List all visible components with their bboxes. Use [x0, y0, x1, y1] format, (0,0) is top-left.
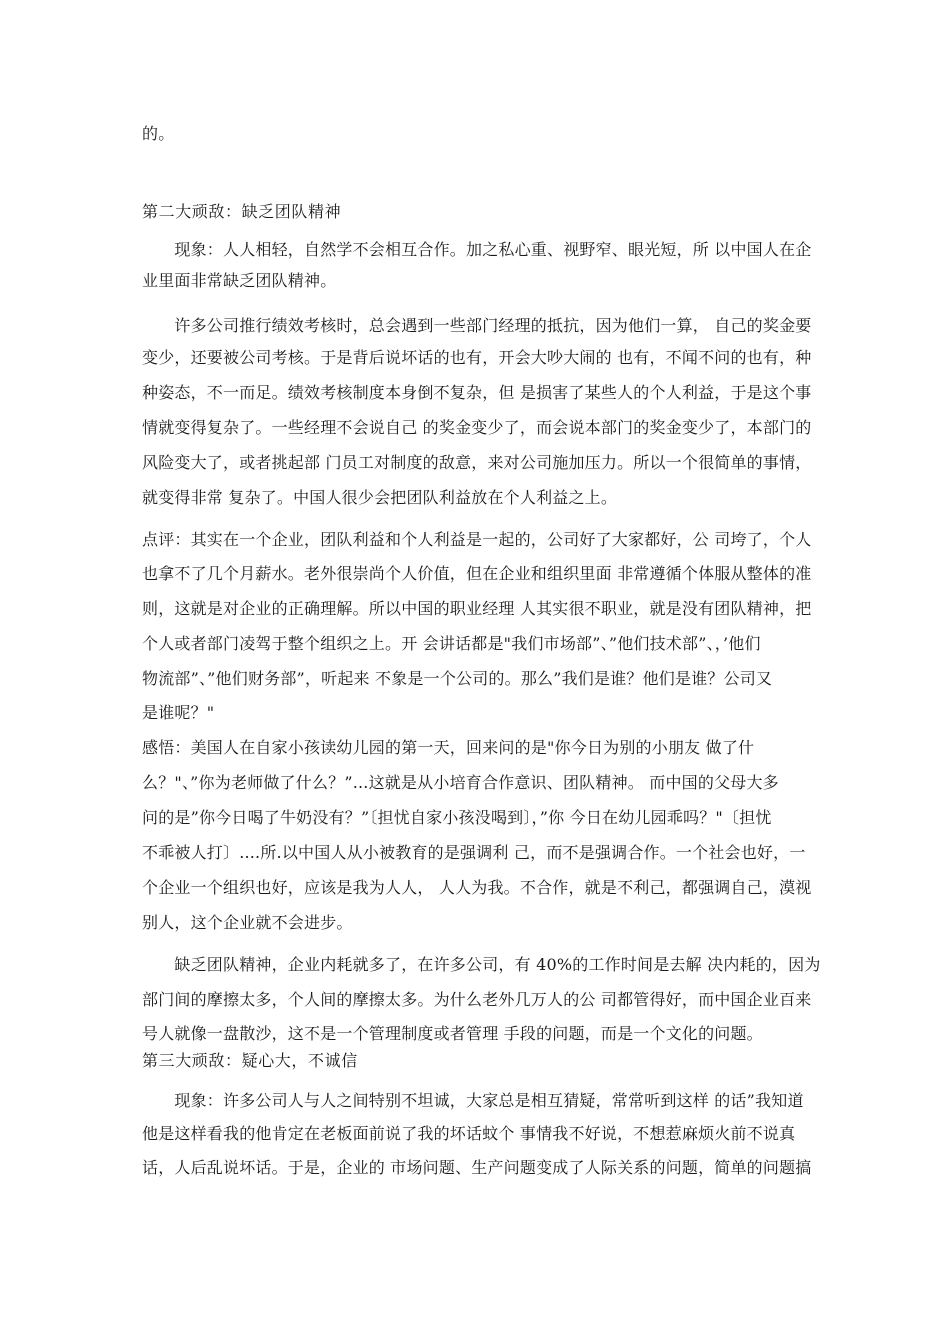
- text-line: 风险变大了，或者挑起部 门员工对制度的敌意，来对公司施加压力。所以一个很简单的事情，: [142, 453, 812, 472]
- text-line: 个企业一个组织也好，应该是我为人人， 人人为我。不合作，就是不利己，都强调自己，漠视: [142, 878, 812, 897]
- text-line: 点评：其实在一个企业，团队利益和个人利益是一起的，公司好了大家都好，公 司垮了，个人: [142, 530, 812, 549]
- text-line: 也拿不了几个月薪水。老外很崇尚个人价值，但在企业和组织里面 非常遵循个体服从整体的准: [142, 564, 812, 583]
- text-line: 他是这样看我的他肯定在老板面前说了我的坏话蚊个 事情我不好说，不想惹麻烦火前不说真: [142, 1124, 796, 1143]
- text-line: 变少，还要被公司考核。于是背后说坏话的也有，开会大吵大闹的 也有，不闻不问的也有，种: [142, 348, 812, 367]
- text-line: 就变得非常 复杂了。中国人很少会把团队利益放在个人利益之上。: [142, 488, 618, 507]
- text-line: 则，这就是对企业的正确理解。所以中国的职业经理 人其实很不职业，就是没有团队精神，把: [142, 599, 812, 618]
- text-line: 么？"、”你为老师做了什么？”...这就是从小培育合作意识、团队精神。 而中国的父母大多: [142, 773, 779, 792]
- text-line: 号人就像一盘散沙，这不是一个管理制度或者管理 手段的问题，而是一个文化的问题。: [142, 1024, 763, 1043]
- text-line: 现象：人人相轻，自然学不会相互合作。加之私心重、视野窄、眼光短，所 以中国人在企: [142, 240, 812, 259]
- text-line: 的。: [142, 124, 175, 143]
- text-line: 是谁呢？": [142, 703, 215, 722]
- section-heading: 第二大顽敌：缺乏团队精神: [142, 202, 342, 221]
- text-line: 许多公司推行绩效考核时，总会遇到一些部门经理的抵抗，因为他们一算， 自己的奖金要: [142, 316, 812, 335]
- text-line: 缺乏团队精神，企业内耗就多了，在许多公司，有 40%的工作时间是去解 决内耗的，因为: [142, 955, 821, 974]
- text-line: 个人或者部门凌驾于整个组织之上。开 会讲话都是"我们市场部”、”他们技术部”、，’他们: [142, 634, 761, 653]
- text-line: 感悟：美国人在自家小孩读幼儿园的第一天，回来问的是"你今日为别的小朋友 做了什: [142, 738, 755, 757]
- text-line: 情就变得复杂了。一些经理不会说自己 的奖金变少了，而会说本部门的奖金变少了，本部门的: [142, 418, 812, 437]
- text-line: 问的是”你今日喝了牛奶没有？”〔担忧自家小孩没喝到〕，”你 今日在幼儿园乖吗？"〔担忧: [142, 808, 772, 827]
- text-line: 物流部”、”他们财务部”，听起来 不象是一个公司的。那么”我们是谁？他们是谁？公司又: [142, 669, 773, 688]
- text-line: 种姿态，不一而足。绩效考核制度本身倒不复杂，但 是损害了某些人的个人利益，于是这个事: [142, 383, 812, 402]
- text-line: 别人，这个企业就不会进步。: [142, 913, 353, 932]
- text-line: 不乖被人打〕....所.以中国人从小被教育的是强调利 己，而不是强调合作。一个社会也好，一: [142, 843, 806, 862]
- section-heading: 第三大顽敌：疑心大，不诚信: [142, 1051, 358, 1070]
- text-line: 业里面非常缺乏团队精神。: [142, 271, 337, 290]
- text-line: 话，人后乱说坏话。于是，企业的 市场问题、生产问题变成了人际关系的问题，简单的问题搞: [142, 1158, 812, 1177]
- text-line: 现象：许多公司人与人之间特别不坦诚，大家总是相互猜疑，常常听到这样 的话”我知道: [142, 1091, 804, 1110]
- text-line: 部门间的摩擦太多，个人间的摩擦太多。为什么老外几万人的公 司都管得好，而中国企业百来: [142, 990, 812, 1009]
